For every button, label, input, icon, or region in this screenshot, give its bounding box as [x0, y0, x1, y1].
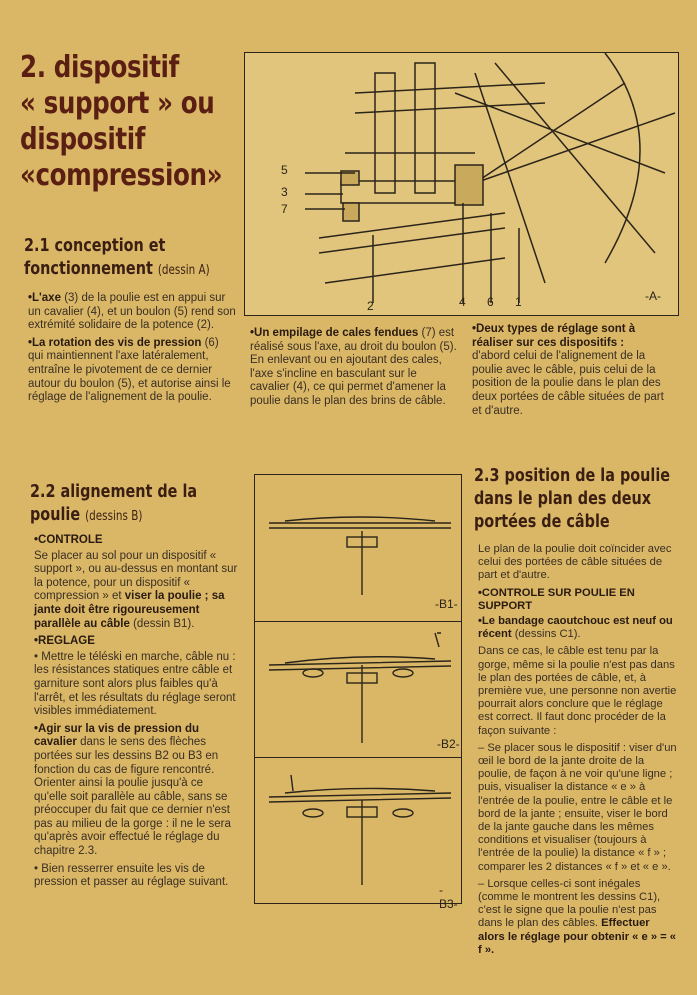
fig-b3-tag: -B3- — [439, 883, 458, 911]
section-2-3-p3-bold: Effectuer alors le réglage pour obtenir « e » = « f ». — [478, 917, 677, 956]
heading-2-3-line3: portées de câble — [474, 511, 610, 532]
heading-2-2-note: (dessins B) — [85, 509, 143, 524]
rotation-text: (6) qui maintiennent l'axe latéralement, entraîne le pivotement de ce dernier autour du boulon (5), et autorise ainsi le réglage de l'alignement de la poulie. — [28, 336, 231, 404]
page-title — [20, 50, 223, 194]
fig-b-divider-2 — [255, 757, 461, 758]
fig-a-label-7: 7 — [281, 202, 288, 216]
heading-2-2-line1: 2.2 alignement de la — [30, 481, 198, 502]
section-2-2-text: • CONTROLE Se placer au sol pour un dispositif « support », ou au-dessus en montant sur la potence, pour un dispositif « compression » et viser la poulie ; sa jante doit être rigoureusement parallèle au câble (dessin B1). • REGLAGE • Mettre le téléski en marche, câble nu : les résistances statiques entre câble et garniture sont alors plus faibles qu'à l'arrêt, et les résultats du réglage seront visibles immédiatement. • Agir sur la vis de pression du cavalier dans le sens des flèches portées sur les dessins B2 ou B3 en fonction du cas de figure rencontré. Orienter ainsi la poulie jusqu'à ce qu'elle soit parallèle au câble, sans se préoccuper du fait que ce dernier n'est pas au milieu de la gorge : il ne le sera qu'après avoir effectué le réglage du chapitre 2.3. • Bien resserrer ensuite les vis de pression et passer au réglage suivant. — [34, 534, 239, 894]
bandage-note: (dessins C1). — [514, 628, 581, 641]
heading-2-1-line2: fonctionnement — [24, 258, 153, 279]
reglage-p2-bold: • Agir sur la vis de pression du cavalier — [34, 723, 199, 749]
controle-bold: viser la poulie ; sa jante doit être rigoureusement parallèle au câble — [34, 590, 225, 630]
heading-2-2 — [30, 480, 197, 528]
cales-bold: • Un empilage de cales fendues — [250, 327, 418, 339]
section-2-3-text — [478, 543, 678, 961]
fig-a-label-5: 5 — [281, 163, 288, 177]
fig-a-label-2: 2 — [367, 299, 374, 313]
fig-a-label-1: 1 — [515, 295, 522, 309]
controle-tail: (dessin B1). — [133, 617, 195, 630]
heading-2-2-line2: poulie — [30, 504, 81, 525]
reglage-title: • REGLAGE — [34, 635, 95, 647]
deux-types-text: d'abord celui de l'alignement de la poulie avec le câble, puis celui de la position de la poulie dans le plan des deux portées de câble situées de part et d'autre. — [472, 350, 664, 417]
controle-text: Se placer au sol pour un dispositif « support », ou au-dessus en montant sur la potence, pour un dispositif « compression » et — [34, 549, 238, 603]
fig-a-tag: -A- — [645, 289, 661, 303]
controle-title: • CONTROLE — [34, 534, 103, 546]
heading-2-1-note: (dessin A) — [157, 263, 210, 278]
section-2-3-intro: Le plan de la poulie doit coïncider avec celui des portées de câble situées de part et d'autre. — [478, 543, 672, 582]
fig-a-label-6: 6 — [487, 295, 494, 309]
heading-2-3-line2: dans le plan des deux — [474, 488, 652, 509]
deux-types-bold: • Deux types de réglage sont à réaliser sur ces dispositifs : — [472, 323, 635, 349]
rotation-bold: • La rotation des vis de pression — [28, 337, 201, 349]
section-2-3-p2: – Se placer sous le dispositif : viser d'un œil le bord de la jante droite de la poulie, de façon à ne voir qu'une ligne ; puis, visualiser la distance « e » à l'entrée de la poulie, entre le câble et le bord de la jante ; ensuite, viser le bord de la jante gauche dans les mêmes conditions et visualiser (toujours à l'entrée de la poulie) la distance « f » ; comparer les 2 distances « f » et « e ». — [478, 741, 677, 873]
section-2-1-col2 — [250, 327, 458, 413]
figure-b-drawing — [255, 475, 461, 903]
title-line-1: 2. dispositif — [20, 50, 179, 85]
fig-a-label-4: 4 — [459, 295, 466, 309]
section-2-3-p3: – Lorsque celles-ci sont inégales (comme le montrent les dessins C1), c'est le signe que la poulie n'est pas dans le plan des câbles. — [478, 877, 661, 930]
heading-2-3-line1: 2.3 position de la poulie — [474, 465, 671, 486]
bandage-bold: • Le bandage caoutchouc est neuf ou récent — [478, 615, 673, 640]
reglage-p1: Mettre le téléski en marche, câble nu : les résistances statiques entre câble et garniture sont alors plus faibles qu'à l'arrêt, et les résultats du réglage seront visibles immédiatement. — [34, 650, 236, 718]
figure-a — [244, 52, 679, 316]
title-line-3: dispositif — [20, 122, 146, 157]
fig-b1-tag: -B1- — [435, 597, 458, 611]
axe-bold: • L'axe — [28, 292, 61, 304]
reglage-p2-text: dans le sens des flèches portées sur les dessins B2 ou B3 en fonction du cas de figure rencontré. Orienter ainsi la poulie jusqu'à ce qu'elle soit parallèle au câble, sans se préoccuper du fait que ce dernier n'est pas au milieu de la gorge : il ne le sera qu'après avoir effectué le réglage du chapitre 2.3. — [34, 736, 231, 858]
title-line-4: «compression» — [20, 158, 223, 193]
section-2-1-col3 — [472, 323, 672, 422]
title-line-2: « support » ou — [20, 86, 215, 121]
fig-b2-tag: -B2- — [437, 737, 460, 751]
heading-2-3 — [474, 464, 670, 533]
section-2-1-col1 — [28, 292, 236, 409]
fig-a-label-3: 3 — [281, 185, 288, 199]
figure-b — [254, 474, 462, 911]
axe-text: (3) de la poulie est en appui sur un cavalier (4), et un boulon (5) rend son extrémité solidaire de la potence (2). — [28, 292, 236, 332]
cales-text: (7) est réalisé sous l'axe, au droit du boulon (5). En enlevant ou en ajoutant des cales, l'axe s'incline en basculant sur le cavalier (4), ce qui permet d'amener la poulie dans le plan des brins de câble. — [250, 327, 457, 407]
controle-poulie-title: • CONTROLE SUR POULIE EN SUPPORT — [478, 587, 635, 612]
section-2-3-p1: Dans ce cas, le câble est tenu par la gorge, même si la poulie n'est pas dans le plan des portées de câble, et, à première vue, une personne non avertie pourrait alors conclure que le réglage est correct. Il faut donc procéder de la façon suivante : — [478, 645, 677, 737]
fig-b-divider-1 — [255, 621, 461, 622]
reglage-p3: Bien resserrer ensuite les vis de pression et passer au réglage suivant. — [34, 862, 229, 889]
heading-2-1-line1: 2.1 conception et — [24, 235, 166, 256]
heading-2-1 — [24, 234, 210, 282]
figure-a-drawing — [245, 53, 678, 315]
